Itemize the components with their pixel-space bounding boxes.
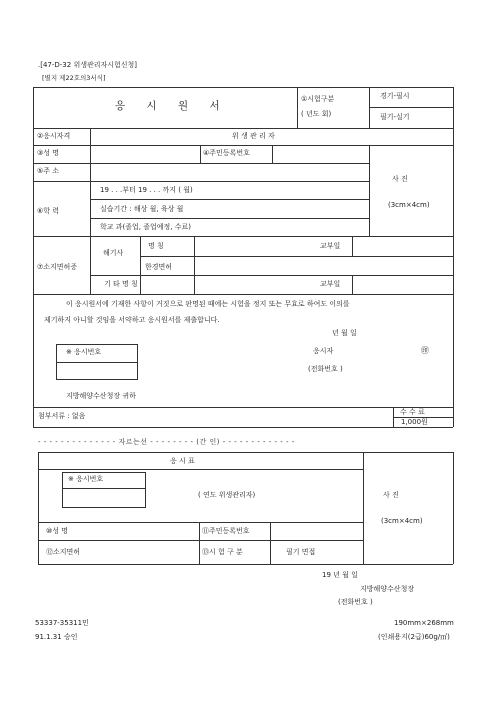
footer-size: 190mm×268mm (394, 619, 454, 627)
name-label: ③성 명 (37, 149, 60, 157)
other-issue-date-label: 교부일 (320, 280, 341, 288)
ticket-issuer: 지방해양수산청장 (360, 585, 415, 593)
school-info: 학교 과(졸업, 졸업예정, 수료) (100, 223, 191, 231)
ticket-license-label: ⑫소지면허 (46, 548, 81, 556)
ticket-title: 응 시 표 (170, 457, 195, 465)
exam-practical-option: 필기-실기 (380, 113, 410, 121)
exam-type-label: ①시험구분 (301, 95, 335, 103)
attachments-note: 첨부서류 : 없음 (38, 412, 86, 420)
photo-label: 사 진 (392, 175, 408, 183)
qualification-value: 위 생 관 리 자 (232, 132, 275, 140)
exam-year-label: ( 년도 회) (301, 110, 332, 118)
ticket-exam-type-label: ⑬시 험 구 분 (202, 548, 243, 556)
form-reference: [별지 제22호의3서식] (42, 74, 106, 82)
exam-written-option: 경기-필시 (380, 92, 410, 100)
license-name-label: 명 칭 (148, 242, 164, 250)
ticket-resident-id-label: ⑪주민등록번호 (202, 527, 250, 535)
qualification-label: ②응시자격 (37, 132, 71, 140)
education-period: 19 . . .부터 19 . . . 까지 ( 월) (100, 186, 193, 194)
ticket-exam-type-value: 필기 면접 (286, 548, 316, 556)
fee-label: 수 수 료 (400, 408, 425, 416)
statement-line-1: 이 응시원서에 기재한 사항이 거짓으로 판명된 때에는 시험을 정지 또는 무효로 하여도 이의를 (66, 300, 350, 308)
address-label: ⑤주 소 (37, 167, 60, 175)
ticket-photo-label: 사 진 (383, 491, 399, 499)
ticket-date: 19 년 월 일 (322, 571, 358, 579)
issue-date-label: 교부일 (320, 242, 341, 250)
seal-mark: ㊞ (421, 346, 429, 355)
statement-line-2: 제기하지 아니할 것임을 서약하고 응시원서를 제출합니다. (44, 316, 220, 324)
training-period: 실습기간 : 해상 월, 육상 월 (100, 205, 184, 213)
education-label: ⑥학 력 (37, 207, 60, 215)
other-license-label: 기 타 명 칭 (104, 280, 138, 288)
applicant-phone: (전화번호 ) (308, 365, 343, 373)
mariner-label: 해기사 (103, 249, 124, 257)
footer-code: 53337-35311민 (35, 619, 89, 627)
photo-size: (3cm×4cm) (388, 201, 430, 209)
ticket-applicant-number-label: ※ 응시번호 (68, 475, 104, 483)
ticket-photo-size: (3cm×4cm) (381, 517, 423, 525)
applicant-label: 응시자 (313, 347, 334, 355)
cut-line: - - - - - - - - - - - - - - 자르는선 - - - - - - - - (간 인) - - - - - - - - - - - - - (38, 438, 295, 446)
resident-id-label: ④주민등록번호 (203, 149, 250, 157)
ticket-phone: (전화번호 ) (338, 598, 373, 606)
submission-date: 년 월 일 (332, 329, 357, 337)
footer-approval: 91.1.31 승인 (35, 633, 78, 641)
applicant-number-label: ※ 응시번호 (66, 348, 102, 356)
form-title: 응 시 원 서 (115, 100, 229, 112)
ticket-name-label: ⑩성 명 (46, 527, 69, 535)
addressee: 지방해양수산청장 귀하 (66, 392, 136, 400)
document-code: .[47-D-32 위생관리자시험신청] (38, 61, 138, 69)
license-label: ⑦소지면허증 (37, 263, 78, 271)
footer-paper: (인쇄용지(2급)60g/㎡) (378, 633, 450, 641)
ticket-exam-year: ( 연도 위생관리자) (198, 491, 256, 499)
fee-value: 1,000원 (401, 418, 428, 426)
limit-license-label: 한경면허 (145, 263, 173, 271)
